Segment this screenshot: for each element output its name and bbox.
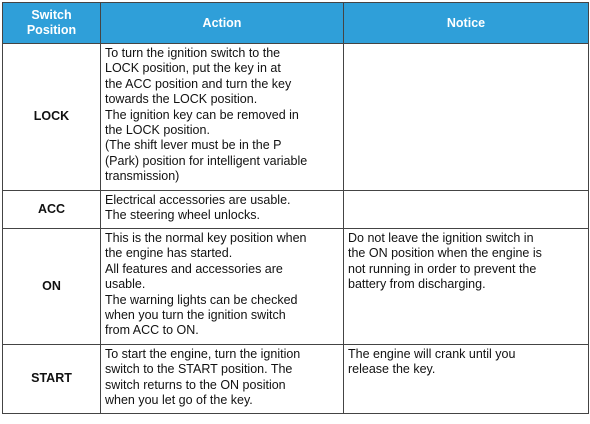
action-line: Electrical accessories are usable. bbox=[105, 193, 291, 207]
notice-line: release the key. bbox=[348, 362, 436, 377]
notice-line: not running in order to prevent the bbox=[348, 261, 537, 276]
action-line: This is the normal key position when bbox=[105, 231, 307, 245]
header-switch-position bbox=[3, 3, 101, 44]
notice-line: battery from discharging. bbox=[348, 277, 486, 292]
action-line: the engine has started. bbox=[105, 246, 233, 261]
action-line: the ACC position and turn the key bbox=[105, 76, 292, 91]
notice-cell-acc bbox=[344, 191, 589, 229]
ignition-switch-table-container bbox=[2, 2, 589, 414]
action-line: switch to the START position. The bbox=[105, 362, 293, 377]
table-row-start bbox=[3, 345, 589, 414]
action-cell-lock bbox=[101, 44, 344, 191]
action-line: LOCK position, put the key in at bbox=[105, 61, 281, 76]
header-notice: Notice bbox=[344, 3, 589, 44]
action-line: (Park) position for intelligent variable bbox=[105, 153, 308, 168]
table-row-acc bbox=[3, 191, 589, 229]
action-cell-on bbox=[101, 229, 344, 345]
action-cell-start bbox=[101, 345, 344, 414]
action-line: when you turn the ignition switch bbox=[105, 308, 286, 323]
action-line: To start the engine, turn the ignition bbox=[105, 347, 301, 361]
action-line: usable. bbox=[105, 277, 146, 292]
notice-cell-lock bbox=[344, 44, 589, 191]
action-line: from ACC to ON. bbox=[105, 323, 199, 338]
notice-line: The engine will crank until you bbox=[348, 347, 516, 361]
action-line: The steering wheel unlocks. bbox=[105, 208, 260, 223]
table-row-lock bbox=[3, 44, 589, 191]
header-switch-position-line1: Switch bbox=[31, 8, 72, 22]
action-line: The ignition key can be removed in bbox=[105, 107, 299, 122]
notice-cell-on bbox=[344, 229, 589, 345]
action-line: towards the LOCK position. bbox=[105, 92, 258, 107]
action-line: All features and accessories are bbox=[105, 261, 283, 276]
notice-cell-start bbox=[344, 345, 589, 414]
action-line: when you let go of the key. bbox=[105, 393, 253, 408]
position-cell-start: START bbox=[3, 345, 101, 414]
table-row-on bbox=[3, 229, 589, 345]
action-line: transmission) bbox=[105, 169, 180, 184]
table-header-row bbox=[3, 3, 589, 44]
notice-line: Do not leave the ignition switch in bbox=[348, 231, 534, 245]
header-switch-position-line2: Position bbox=[26, 23, 77, 37]
action-line: (The shift lever must be in the P bbox=[105, 138, 282, 153]
action-line: switch returns to the ON position bbox=[105, 377, 286, 392]
position-cell-on: ON bbox=[3, 229, 101, 345]
ignition-switch-table bbox=[2, 2, 589, 414]
action-line: The warning lights can be checked bbox=[105, 292, 298, 307]
header-action: Action bbox=[101, 3, 344, 44]
position-cell-lock: LOCK bbox=[3, 44, 101, 191]
action-line: To turn the ignition switch to the bbox=[105, 46, 281, 60]
action-line: the LOCK position. bbox=[105, 123, 210, 138]
position-cell-acc: ACC bbox=[3, 191, 101, 229]
action-cell-acc bbox=[101, 191, 344, 229]
notice-line: the ON position when the engine is bbox=[348, 246, 542, 261]
